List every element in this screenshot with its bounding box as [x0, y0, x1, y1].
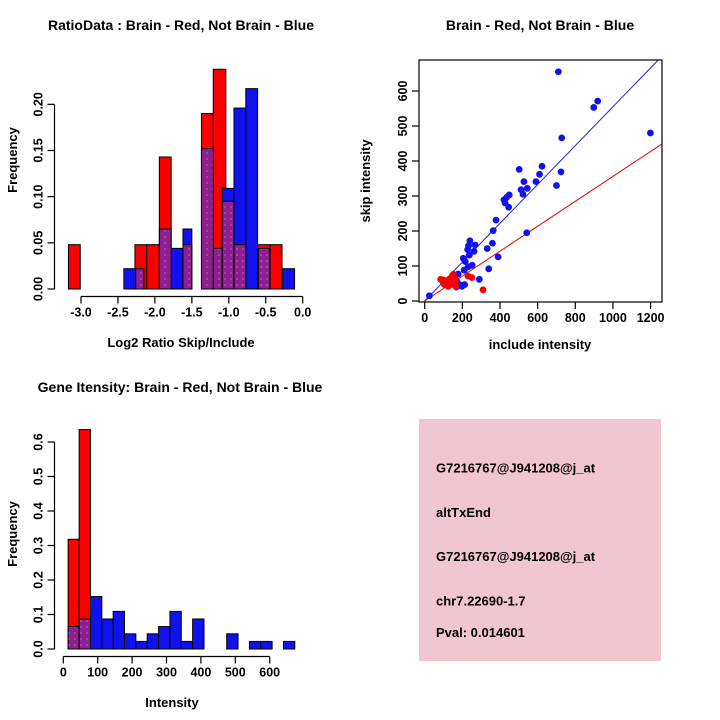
y-tick-label: 0.20: [31, 92, 46, 117]
scatter-point-blue: [461, 267, 468, 274]
y-tick-label: 100: [396, 255, 410, 277]
panel-ratio-histogram: [5, 17, 314, 350]
info-line-4: Pval: 0.014601: [436, 625, 525, 640]
scatter-point-blue: [590, 104, 597, 111]
ratio-hist-plot: [32, 69, 312, 319]
hist-bar-blue: [170, 611, 181, 649]
scatter-point-blue: [485, 265, 492, 272]
hist-bar-overlap: [159, 229, 171, 289]
scatter-point-blue: [523, 229, 530, 236]
y-tick-label: 0.5: [31, 467, 46, 486]
scatter-point-blue: [539, 163, 546, 170]
hist-bar-blue: [113, 611, 124, 649]
info-line-1: altTxEnd: [436, 505, 491, 520]
hist-bar-red: [68, 245, 80, 289]
x-tick-label: 400: [489, 311, 511, 325]
y-tick-label: 500: [396, 115, 410, 137]
gene-hist-plot: [32, 430, 295, 680]
y-tick-label: 0: [396, 297, 410, 305]
y-tick-label: 0.0: [31, 640, 46, 658]
scatter-point-blue: [493, 217, 500, 224]
hist-bar-overlap: [222, 201, 234, 289]
hist-bar-overlap: [79, 619, 90, 649]
scatter-point-red: [452, 283, 459, 290]
scatter-point-blue: [426, 292, 433, 299]
hist-bar-blue: [283, 269, 295, 289]
x-tick-label: 300: [156, 665, 177, 680]
hist-bar-blue: [283, 641, 294, 649]
y-tick-label: 0.3: [31, 536, 46, 555]
y-tick-label: 0.1: [31, 605, 46, 624]
scatter-point-blue: [469, 262, 476, 269]
scatter-point-blue: [594, 98, 601, 105]
hist-bar-red: [147, 245, 160, 289]
scatter-point-blue: [516, 166, 523, 173]
scatter-point-blue: [536, 171, 543, 178]
x-tick-label: 100: [87, 665, 109, 680]
scatter-point-blue: [647, 130, 654, 137]
info-line-0: G7216767@J941208@j_at: [436, 460, 596, 476]
hist-bar-overlap: [136, 269, 144, 289]
y-tick-label: 0.2: [31, 571, 46, 589]
scatter-point-blue: [524, 185, 531, 192]
x-tick-label: 1200: [636, 311, 665, 325]
scatter-point-red: [468, 274, 475, 281]
scatter-point-blue: [520, 191, 527, 198]
ratio-hist-ylabel: Frequency: [5, 127, 20, 193]
hist-bar-blue: [171, 248, 183, 289]
x-tick-label: 800: [564, 311, 586, 325]
scatter-point-red: [480, 286, 487, 293]
scatter-xlabel: include intensity: [488, 337, 592, 352]
hist-bar-blue: [181, 641, 192, 649]
scatter-point-blue: [505, 204, 512, 211]
gene-hist-title: Gene Itensity: Brain - Red, Not Brain - Blue: [37, 379, 323, 395]
hist-bar-blue: [147, 634, 158, 649]
hist-bar-blue: [125, 634, 136, 649]
x-tick-label: 0.0: [294, 305, 312, 320]
scatter-point-blue: [484, 245, 491, 252]
hist-bar-blue: [102, 619, 113, 649]
scatter-plot: [396, 60, 665, 325]
panel-gene-intensity-histogram: [5, 379, 323, 710]
info-line-3: chr7.22690-1.7: [436, 593, 526, 609]
hist-bar-overlap: [234, 245, 246, 289]
y-tick-label: 600: [396, 80, 410, 102]
hist-bar-blue: [193, 619, 204, 649]
scatter-point-blue: [489, 240, 496, 247]
x-tick-label: 0: [59, 665, 67, 680]
y-tick-label: 0.05: [31, 230, 46, 256]
x-tick-label: 500: [224, 665, 246, 680]
scatter-point-blue: [553, 182, 560, 189]
x-tick-label: -0.5: [254, 305, 277, 320]
hist-bar-blue: [249, 641, 260, 649]
scatter-point-blue: [533, 178, 540, 185]
x-tick-label: -1.0: [218, 305, 240, 320]
scatter-point-blue: [521, 178, 528, 185]
x-tick-label: 1000: [599, 311, 627, 325]
scatter-point-blue: [555, 68, 562, 75]
x-tick-label: -2.5: [107, 305, 129, 320]
hist-bar-blue: [261, 641, 272, 649]
scatter-point-blue: [471, 248, 478, 255]
hist-bar-blue: [90, 597, 101, 649]
y-tick-label: 0.4: [31, 502, 46, 520]
scatter-point-blue: [558, 135, 565, 142]
scatter-ylabel: skip intensity: [358, 139, 373, 223]
x-tick-label: 600: [527, 311, 549, 325]
y-tick-label: 400: [396, 150, 410, 172]
scatter-point-blue: [476, 276, 483, 283]
y-tick-label: 0.15: [31, 138, 46, 163]
x-tick-label: -2.0: [144, 305, 166, 320]
fit-line-blue_fit: [424, 60, 659, 302]
hist-bar-blue: [246, 89, 258, 289]
x-tick-label: -1.5: [181, 305, 203, 320]
hist-bar-blue: [227, 634, 238, 649]
scatter-point-blue: [495, 254, 502, 261]
ratio-hist-xlabel: Log2 Ratio Skip/Include: [107, 335, 255, 350]
y-tick-label: 300: [396, 185, 410, 207]
scatter-point-blue: [558, 168, 565, 175]
hist-bar-red: [270, 245, 282, 289]
gene-hist-ylabel: Frequency: [5, 501, 20, 567]
x-tick-label: 600: [259, 665, 281, 680]
hist-bar-blue: [124, 269, 136, 289]
hist-bar-blue: [136, 641, 147, 649]
scatter-point-blue: [461, 281, 468, 288]
gene-hist-xlabel: Intensity: [145, 695, 199, 710]
hist-bar-blue: [159, 627, 170, 649]
scatter-point-blue: [490, 227, 497, 234]
scatter-title: Brain - Red, Not Brain - Blue: [445, 17, 635, 33]
panel-intensity-scatter: [358, 17, 665, 352]
x-tick-label: 400: [190, 665, 212, 680]
y-tick-label: 200: [396, 220, 410, 242]
x-tick-label: 0: [421, 311, 429, 325]
hist-bar-overlap: [258, 248, 269, 289]
info-line-2: G7216767@J941208@j_at: [436, 549, 596, 564]
x-tick-label: -3.0: [70, 305, 92, 320]
hist-bar-overlap: [183, 245, 192, 289]
panel-info-box: [419, 419, 661, 661]
hist-bar-red: [79, 430, 90, 649]
x-tick-label: 200: [121, 665, 143, 680]
y-tick-label: 0.10: [31, 184, 46, 209]
y-tick-label: 0.6: [31, 433, 46, 451]
x-tick-label: 200: [451, 311, 473, 325]
scatter-point-blue: [472, 242, 479, 249]
hist-bar-overlap: [68, 627, 79, 649]
ratio-hist-title: RatioData : Brain - Red, Not Brain - Blue: [47, 17, 315, 33]
hist-bar-overlap: [201, 149, 213, 289]
y-tick-label: 0.00: [31, 276, 46, 302]
